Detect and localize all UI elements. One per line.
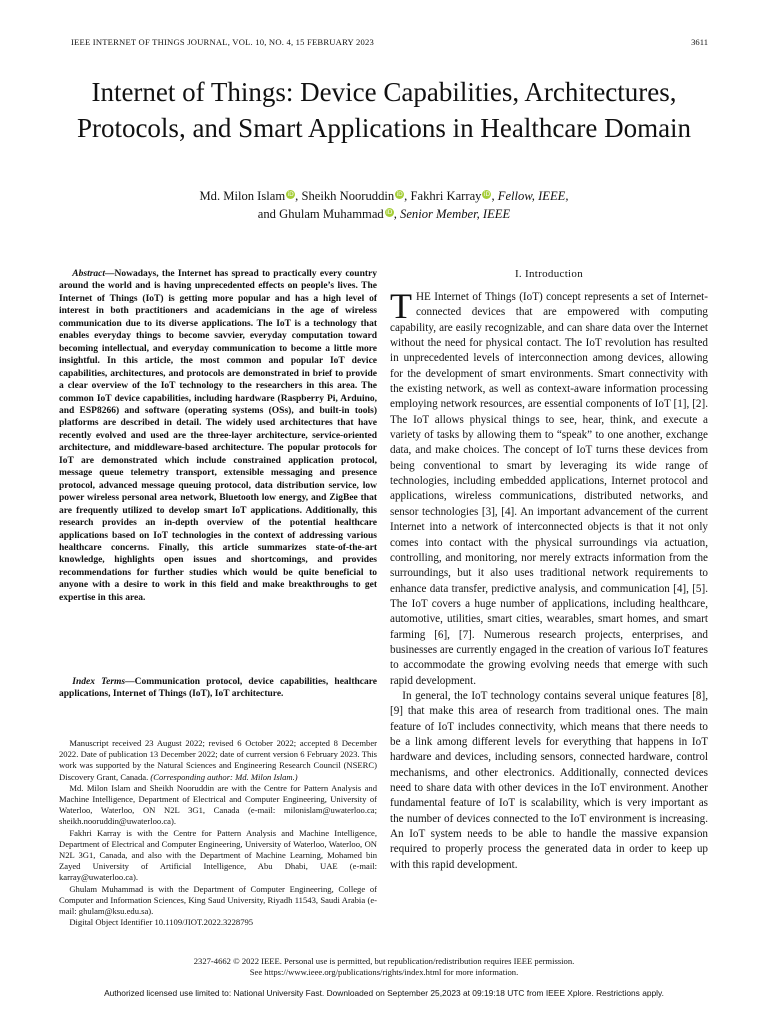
orcid-icon[interactable]: iD	[386, 209, 393, 216]
authorized-use-notice: Authorized licensed use limited to: National University Fast. Downloaded on September 25,2023 at 09:19:18 UTC from IEEE Xplore. Restrictions apply.	[104, 988, 664, 998]
index-terms-text: —Communication protocol, device capabilities, healthcare applications, Internet of Things (IoT), IoT architecture.	[59, 677, 377, 700]
footnotes	[59, 738, 377, 928]
author-line-2: and Ghulam Muhammad iD, Senior Member, IEEE	[257, 207, 511, 221]
author-name: Fakhri Karray	[410, 189, 482, 203]
author-name: Md. Milon Islam	[199, 189, 286, 203]
copyright-icon: ©	[233, 956, 240, 966]
author-role: Senior Member, IEEE	[400, 207, 511, 221]
footnote-doi[interactable]: Digital Object Identifier 10.1109/JIOT.2022.3228795	[69, 917, 254, 928]
journal-header: IEEE INTERNET OF THINGS JOURNAL, VOL. 10, NO. 4, 15 FEBRUARY 2023	[71, 37, 374, 47]
section-heading: I. Introduction	[514, 268, 584, 280]
rights-link[interactable]: See https://www.ieee.org/publications/rights/index.html for more information.	[249, 967, 519, 977]
paragraph: THE Internet of Things (IoT) concept represents a set of Internet-connected devices that are empowered with computing capability, are easily recognizable, and can share data over the Internet without the need for physical contact. The IoT revolution has resulted in unprecedented levels of interconnection among devices, allowing for the development of smart environments. Smart connectivity with the existing network, as well as context-aware information processing employing network resources, are essential components of IoT [1], [2]. The IoT allows physical things to see, hear, think, and execute a variety of tasks by allowing them to “speak” to one another, exchange data, and make choices. The concept of IoT turns these devices from being conventional to smart by leveraging its wide range of technologies, including embedded applications, Internet protocol and applications, wireless communications, distributed networks, and sensor technologies [3], [4]. An important advancement of the current Internet into a network of interconnected objects is that it not only comes into contact with the physical surroundings via actuation, controlling, and monitoring, nor merely extracts information from the surroundings, but it also uses traditional network requirements to enhance data transfer, predictive analysis, and communication [4], [5]. The IoT covers a huge number of applications, including healthcare, automotive, utilities, smart cities, wearables, smart homes, and smart farming [6], [7]. Numerous research projects, enterprises, and businesses are currently engaged in the creation of various IoT features to accommodate the growing evolving needs that emerge with such rapid development.	[390, 286, 708, 687]
footnote-manuscript: Manuscript received 23 August 2022; revised 6 October 2022; accepted 8 December 2022. Date of publication 13 December 2022; date of current version 6 February 2023. This work was supported by the Natural Sciences and Engineering Research Council (NSERC) Discovery Grant, Canada. (Corresponding author: Md. Milon Islam.)	[59, 738, 377, 782]
index-terms	[59, 676, 377, 701]
orcid-icon[interactable]: iD	[483, 191, 491, 198]
author-name: Sheikh Nooruddin	[301, 189, 395, 203]
footnote-affiliation: Ghulam Muhammad is with the Department of Computer Engineering, College of Computer and Information Sciences, King Saud University, Riyadh 11543, Saudi Arabia (e-mail: ghulam@ksu.edu.sa).	[59, 883, 377, 917]
footnote-affiliation: Md. Milon Islam and Sheikh Nooruddin are with the Centre for Pattern Analysis and Machine Intelligence, Department of Electrical and Computer Engineering, University of Waterloo, Waterloo, ON N2L 3G1, Canada (e-mail: milonislam@uwaterloo.ca; sheikh.nooruddin@uwaterloo.ca).	[59, 782, 377, 827]
paragraph: In general, the IoT technology contains several unique features [8], [9] that make this area of research from traditional ones. The main feature of IoT includes connectivity, which means that there needs to be a link among different levels for everything that happens in IoT hardware and devices, including sensors, connected hardware, control mechanisms, and other electronics. Additionally, connected devices need to share data with other devices in the IoT environment. Another fundamental feature of IoT is scalability, which is very important as the number of devices connected to the IoT environment is increasing. An IoT system needs to be able to handle the massive expansion required to properly process the generated data in order to keep up with this rapid development.	[390, 689, 708, 871]
paper-title: Internet of Things: Device Capabilities, Architectures, Protocols, and Smart Applications in Healthcare Domain	[76, 77, 692, 143]
abstract-label: Abstract	[72, 269, 106, 279]
author-line-1: Md. Milon Islam iD, Sheikh Nooruddin iD, Fakhri Karray iD, Fellow, IEEE,	[199, 189, 569, 203]
author-name: and Ghulam Muhammad	[257, 207, 384, 221]
author-role: Fellow, IEEE,	[497, 189, 569, 203]
intro-body	[390, 286, 708, 873]
index-terms-label: Index Terms	[72, 677, 126, 687]
orcid-icon[interactable]: iD	[287, 191, 294, 198]
abstract-text: —Nowadays, the Internet has spread to practically every country around the world and is having unprecedented effects on people’s lives. The Internet of Things (IoT) is getting more popular and has a high level of interest in both practitioners and academicians in the age of wireless communication due to its diverse applications. The IoT is a technology that enables everyday things to become savvier, everyday computation toward becoming intellectual, and everyday communication to become a little more insightful. In this article, the most common and popular IoT device capabilities, architectures, and protocols are demonstrated in brief to provide a clear overview of the IoT technology to the researchers in this area. The common IoT device capabilities, including hardware (Raspberry Pi, Arduino, and ESP8266) and software (operating systems (OSs), and built-in tools) platforms are described in detail. The widely used architectures that have recently evolved and used are the three-layer architecture, service-oriented architecture, and middleware-based architecture. The popular protocols for IoT are demonstrated which include constrained application protocol, message queue telemetry transport, extensible messaging and presence protocol, advanced message queuing protocol, data distribution service, low power wireless personal area network, Bluetooth low energy, and ZigBee that are frequently utilized to develop smart IoT applications. Additionally, this research provides an in-depth overview of the potential healthcare applications based on IoT technologies in the context of addressing various healthcare concerns. Finally, this article summarizes state-of-the-art knowledge, highlights open issues and shortcomings, and provides recommendations for further studies which would be quite beneficial to anyone with a desire to work in this field and make breakthroughs to get expertise in this area.	[59, 269, 377, 603]
license-notice: 2327-4662 © 2022 IEEE. Personal use is permitted, but republication/redistribution requires IEEE permission. See https://www.ieee.org/publications/rights/index.html for more information.	[60, 956, 708, 978]
author-list	[60, 187, 708, 223]
drop-cap: T	[390, 286, 412, 326]
abstract	[59, 268, 377, 604]
footnote-affiliation: Fakhri Karray is with the Centre for Pattern Analysis and Machine Intelligence, Department of Electrical and Computer Engineering, University of Waterloo, Waterloo, ON N2L 3G1, Canada, and also with the Department of Machine Learning, Mohamed bin Zayed University of Artificial Intelligence, Abu Dhabi, UAE (e-mail: karray@uwaterloo.ca).	[59, 827, 377, 883]
page-number: 3611	[691, 37, 708, 47]
orcid-icon[interactable]: iD	[396, 191, 403, 198]
